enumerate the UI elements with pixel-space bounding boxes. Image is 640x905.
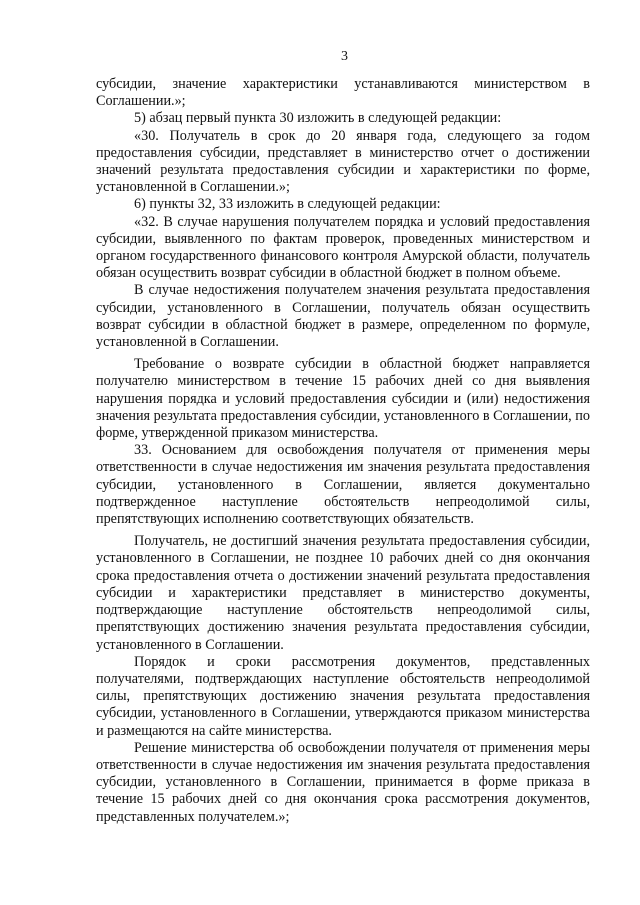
paragraph-2: 5) абзац первый пункта 30 изложить в следующей редакции:	[134, 110, 502, 127]
paragraph-11: Решение министерства об освобождении получателя от применения меры ответственности в случае недостижения им значения результата предоставления субсидии, установленного в Соглашении, принимается в форме приказа в течение 15 рабочих дней со дня окончания срока рассмотрения документов, представленных получателем.»;	[96, 739, 590, 825]
page-number: 3	[341, 49, 348, 64]
paragraph-9: Получатель, не достигший значения результата предоставления субсидии, установленного в Соглашении, не позднее 10 рабочих дней со дня окончания срока предоставления отчета о достижении значений результата предоставления субсидии и характеристики представляет в министерство документы, подтверждающие наступление обстоятельств непреодолимой силы, препятствующих достижению значения результата предоставления субсидии, установленного в Соглашении.	[96, 533, 590, 653]
paragraph-1: субсидии, значение характеристики устанавливаются министерством в Соглашении.»;	[96, 76, 590, 110]
paragraph-8: 33. Основанием для освобождения получателя от применения меры ответственности в случае недостижения им значения результата предоставления субсидии, установленного в Соглашении, является документально подтвержденное наступление обстоятельств непреодолимой силы, препятствующих исполнению соответствующих обязательств.	[96, 442, 590, 528]
paragraph-7: Требование о возврате субсидии в областной бюджет направляется получателю министерством в течение 15 рабочих дней со дня выявления нарушения порядка и условий предоставления субсидии и (или) недостижения значения результата предоставления субсидии, установленного в Соглашении, по форме, утвержденной приказом министерства.	[96, 356, 590, 442]
paragraph-10: Порядок и сроки рассмотрения документов, представленных получателями, подтверждающих наступление обстоятельств непреодолимой силы, препятствующих достижению значения результата предоставления субсидии, установленного в Соглашении, утверждаются приказом министерства и размещаются на сайте министерства.	[96, 653, 590, 739]
paragraph-5: «32. В случае нарушения получателем порядка и условий предоставления субсидии, выявленного по фактам проверок, проведенных министерством и органом государственного финансового контроля Амурской области, получатель обязан осуществить возврат субсидии в областной бюджет в полном объеме.	[96, 213, 590, 282]
paragraph-3: «30. Получатель в срок до 20 января года, следующего за годом предоставления субсидии, представляет в министерство отчет о достижении значений результата предоставления субсидии и характеристики по форме, установленной в Соглашении.»;	[96, 127, 590, 196]
paragraph-4: 6) пункты 32, 33 изложить в следующей редакции:	[134, 196, 441, 213]
document-page	[96, 48, 590, 826]
paragraph-6: В случае недостижения получателем значения результата предоставления субсидии, установленного в Соглашении, получатель обязан осуществить возврат субсидии в областной бюджет в размере, определенном по формуле, установленной в Соглашении.	[96, 282, 590, 351]
